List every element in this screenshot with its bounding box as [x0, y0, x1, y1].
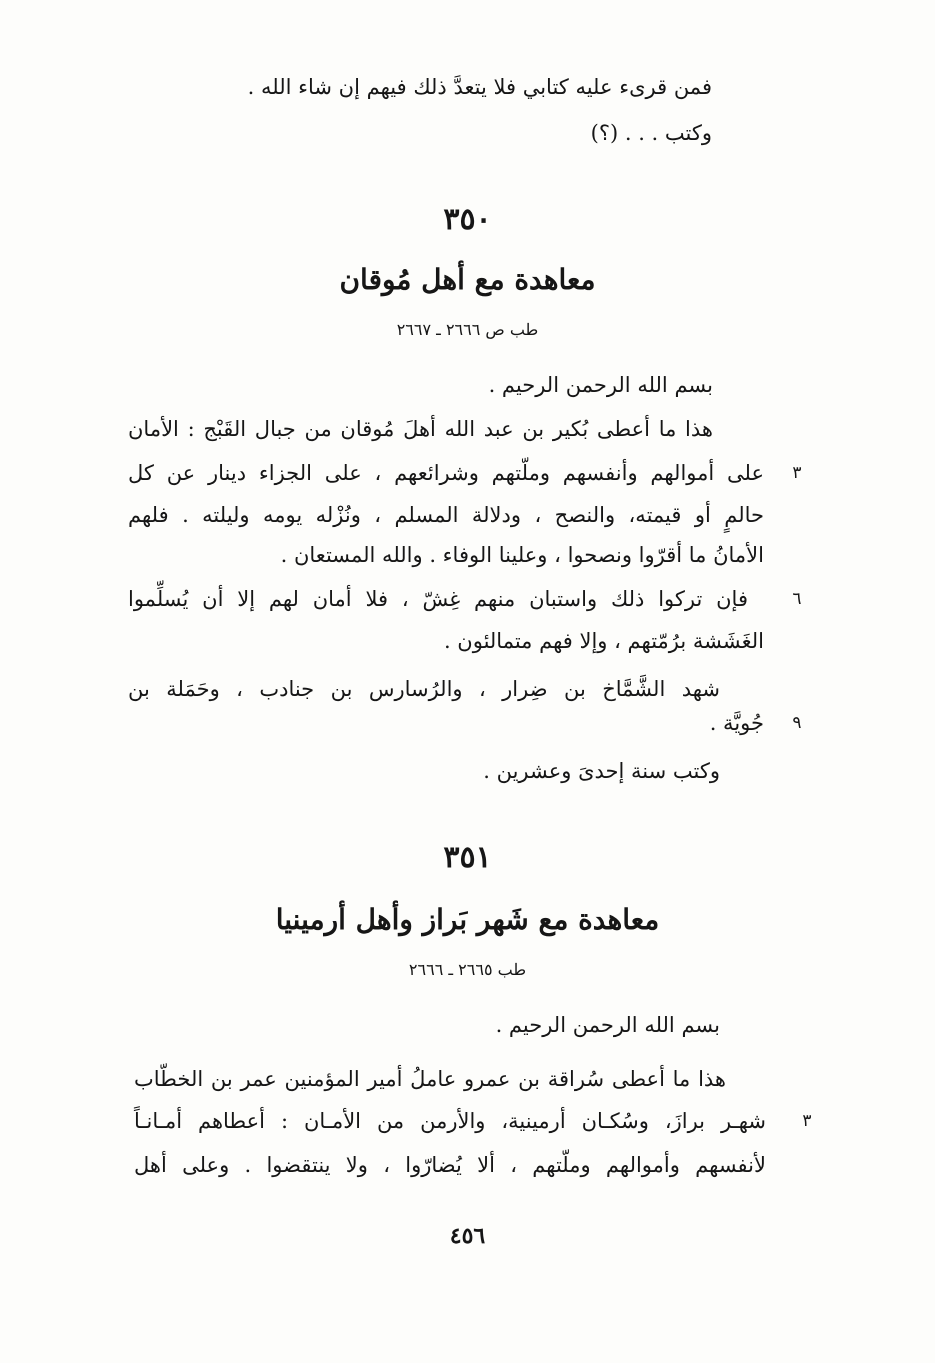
text-line: لأنفسهم وأموالهم وملّتهم ، ألا يُضارّوا ، ولا ينتقضوا . وعلى أهل — [134, 1153, 766, 1177]
source-reference: طب ص ٢٦٦٦ ـ ٢٦٦٧ — [396, 320, 539, 339]
line-number: ٦ — [792, 589, 802, 609]
text-line: فمن قرىء عليه كتابي فلا يتعدَّ ذلك فيهم إن شاء الله . — [247, 75, 712, 99]
text-line: وكتب . . . (؟) — [590, 121, 712, 145]
line-number: ٣ — [792, 463, 802, 483]
source-reference: طب ٢٦٦٥ ـ ٢٦٦٦ — [408, 960, 527, 979]
text-line: شهـر برازَ، وسُكـان أرمينية، والأرمن من الأمـان : أعطاهم أمـانـاً — [134, 1109, 766, 1133]
document-number: ٣٥٠ — [443, 202, 492, 237]
text-line: بسم الله الرحمن الرحيم . — [488, 373, 713, 397]
text-line: هذا ما أعطى سُراقة بن عمرو عاملُ أمير المؤمنين عمر بن الخطّاب — [134, 1067, 726, 1091]
document-title: معاهدة مع أهل مُوقان — [339, 263, 596, 296]
line-number: ٣ — [802, 1111, 812, 1131]
text-line: الغَشَشة برُمّتهم ، وإلا فهم متمالئون . — [443, 629, 764, 653]
text-line: حالمٍ أو قيمته، والنصح ، ودلالة المسلم ، ونُزْله يومه وليلته . فلهم — [128, 503, 764, 527]
text-line: شهد الشَّمَّاخ بن ضِرار ، والرُسارس بن جنادب ، وحَمَلة بن — [128, 677, 720, 701]
text-line: وكتب سنة إحدىَ وعشرين . — [483, 759, 720, 783]
text-line: بسم الله الرحمن الرحيم . — [495, 1013, 720, 1037]
text-line: جُويَّة . — [709, 711, 764, 735]
document-title: معاهدة مع شَهر بَراز وأهل أرمينيا — [275, 903, 660, 936]
text-line: الأمانُ ما أقرّوا ونصحوا ، وعلينا الوفاء . والله المستعان . — [280, 543, 764, 567]
text-line: هذا ما أعطى بُكير بن عبد الله أهلَ مُوقان من جبال القَبْج : الأمان — [128, 417, 713, 441]
line-number: ٩ — [792, 713, 802, 733]
document-number: ٣٥١ — [443, 840, 492, 875]
text-line: على أموالهم وأنفسهم وملّتهم وشرائعهم ، على الجزاء دينار عن كل — [128, 461, 764, 485]
text-line: فإن تركوا ذلك واستبان منهم غِشّ ، فلا أمان لهم إلا أن يُسلِّموا — [128, 587, 748, 611]
page-number: ٤٥٦ — [449, 1223, 486, 1249]
